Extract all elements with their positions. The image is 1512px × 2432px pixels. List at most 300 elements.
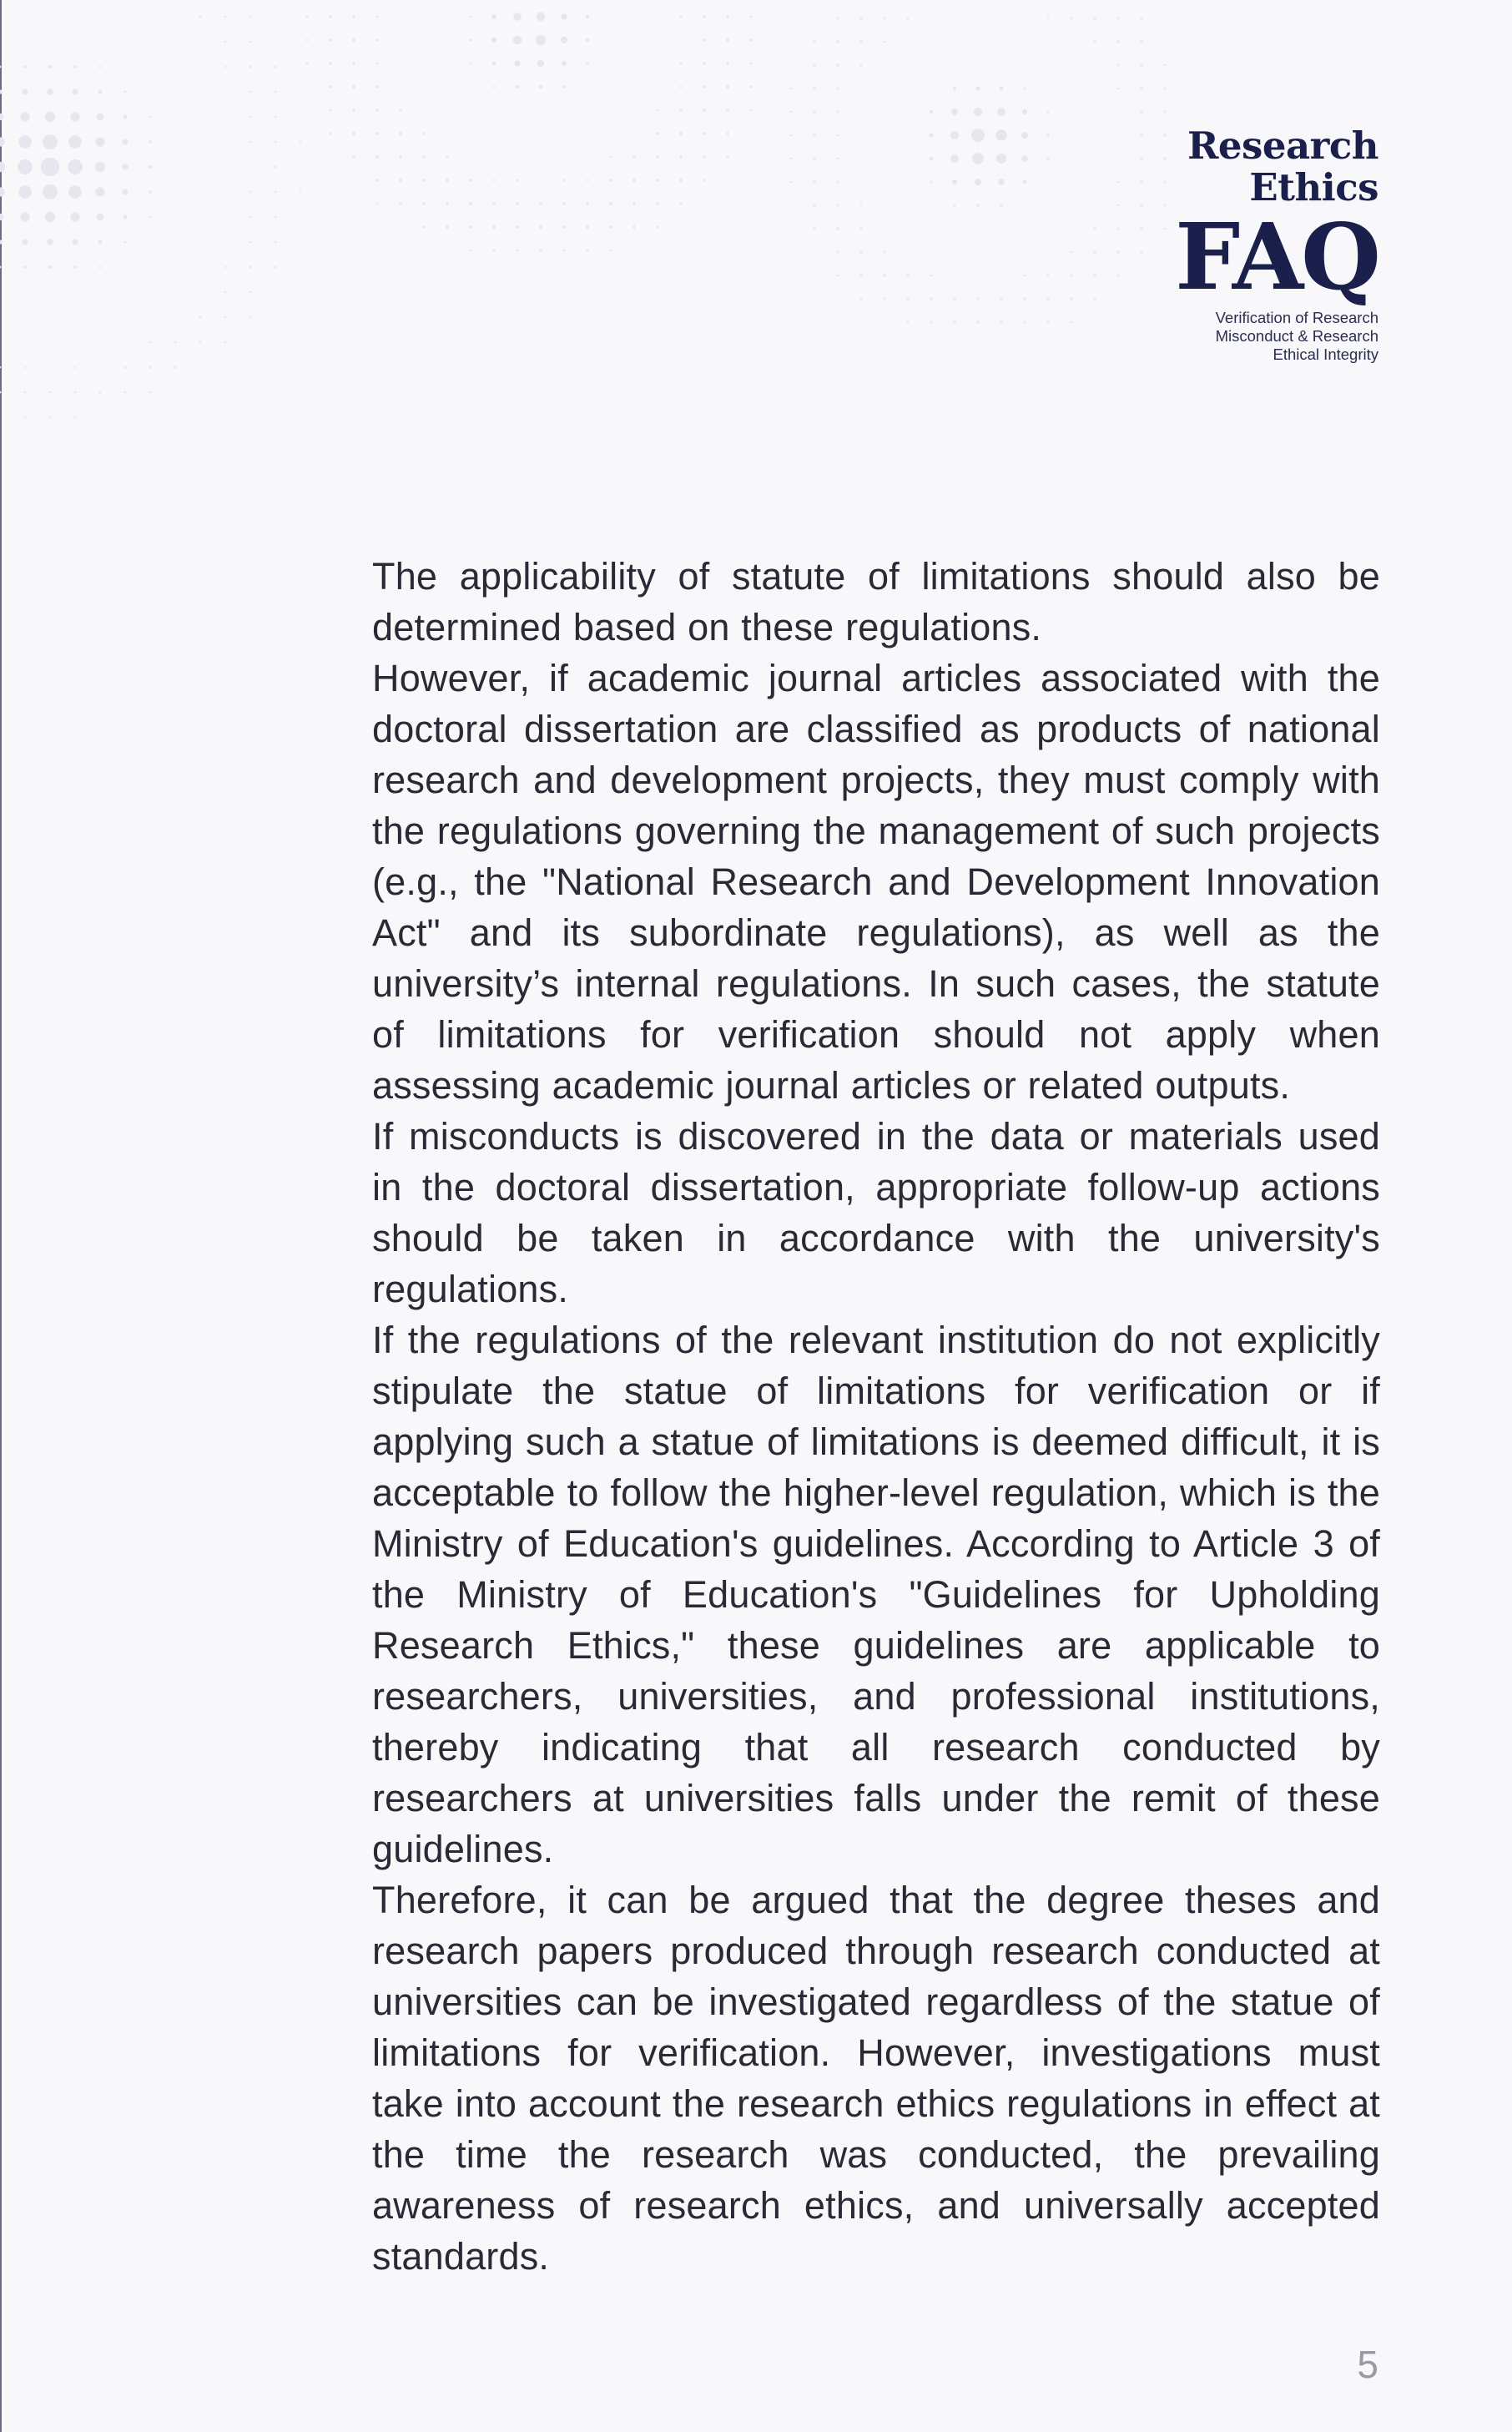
brand-logo [1045,125,1378,364]
decorative-dot [98,89,102,93]
decorative-dot [837,111,839,114]
decorative-dot [513,13,521,20]
decorative-dot [45,212,55,222]
decorative-dot [749,15,752,18]
decorative-dot [837,275,839,277]
decorative-dot [422,179,426,182]
decorative-dot [562,61,567,66]
decorative-dot [275,191,277,194]
decorative-dot [929,133,933,137]
decorative-dot [1141,18,1143,20]
decorative-dot [376,16,379,18]
decorative-dot [726,15,729,18]
decorative-dot [306,63,309,65]
decorative-dot [149,140,152,144]
decorative-dot [491,14,496,19]
decorative-dot [930,297,932,300]
decorative-dot [224,41,227,43]
decorative-dot [513,36,522,44]
decorative-dot [953,320,955,323]
decorative-dot [99,391,102,394]
decorative-dot [837,134,839,137]
decorative-dot [539,249,542,251]
decorative-dot [0,240,3,244]
decorative-dot [492,202,496,205]
decorative-dot [400,109,402,112]
decorative-dot [609,179,612,181]
decorative-dot [375,62,378,64]
decorative-dot [1021,155,1027,161]
decorative-dot [423,226,426,229]
decorative-dot [329,38,332,42]
decorative-dot [24,391,27,394]
decorative-dot [95,187,104,196]
decorative-dot [972,153,984,164]
decorative-dot [249,116,252,119]
decorative-dot [974,108,982,116]
decorative-dot [930,180,932,183]
decorative-dot [680,203,683,205]
decorative-dot [884,251,886,254]
decorative-dot [609,225,612,229]
decorative-dot [587,250,589,252]
decorative-dot [703,85,706,88]
decorative-dot [375,108,379,112]
decorative-dot [537,13,545,21]
decorative-dot [679,132,683,135]
decorative-dot [536,35,546,45]
decorative-dot [633,179,636,182]
decorative-dot [300,166,301,168]
decorative-dot [883,274,885,276]
decorative-dot [1000,297,1002,300]
decorative-dot [1117,88,1120,90]
decorative-dot [99,66,102,68]
decorative-dot [539,85,542,88]
paragraph-1: The applicability of statute of limitations should also be determined based on these regulations. [372,555,1380,648]
decorative-dot [907,321,910,324]
decorative-dot [514,60,520,66]
decorative-dot [680,39,683,42]
decorative-dot [727,156,729,159]
decorative-dot [124,366,127,369]
decorative-dot [275,66,277,68]
decorative-dot [97,214,103,220]
decorative-dot [149,366,152,369]
decorative-dot [199,366,201,368]
decorative-dot [275,166,277,169]
decorative-dot [73,89,78,95]
decorative-dot [352,85,355,88]
paragraph-4: If the regulations of the relevant institution do not explicitly stipulate the statue of limitations for verification or if applying such a statue of limitations is deemed difficult, it is acceptable to follow the higher-level regulation, which is the Ministry of Education's guidelines. According to Article 3 of the Ministry of Education's "Guidelines for Upholding Research Ethics," these guidelines are applicable to researchers, universities, and professional institutions, thereby indicating that all research conducted by researchers at universities falls under the remit of these guidelines. [372,1319,1380,1870]
decorative-dot [703,38,706,42]
decorative-dot [906,274,909,276]
decorative-dot [561,37,567,43]
decorative-dot [680,86,683,88]
decorative-dot [954,204,956,207]
decorative-dot [375,155,379,159]
decorative-dot [703,155,705,158]
decorative-dot [790,181,793,184]
decorative-dot [422,155,425,158]
decorative-dot [199,316,202,319]
decorative-dot [586,202,589,205]
decorative-dot [975,86,980,90]
decorative-dot [703,132,706,135]
decorative-dot [275,266,277,269]
decorative-dot [539,225,542,229]
decorative-dot [0,187,5,196]
decorative-dot [1140,87,1142,89]
brand-line-research: Research [1187,124,1378,168]
decorative-dot [790,111,793,114]
decorative-dot [749,62,752,64]
decorative-dot [726,38,729,42]
decorative-dot [399,202,401,204]
decorative-dot [469,225,472,229]
decorative-dot [249,266,252,269]
page-number: 5 [1357,2343,1378,2386]
decorative-dot [517,179,519,182]
decorative-dot [329,62,332,65]
decorative-dot [70,212,79,221]
decorative-dot [633,202,636,205]
decorative-dot [790,158,793,160]
decorative-dot [679,155,683,159]
decorative-dot [813,110,815,113]
decorative-dot [561,13,567,19]
decorative-dot [1093,17,1096,19]
decorative-dot [586,225,589,229]
decorative-dot [0,66,1,68]
brand-subtitle: Verification of Research Misconduct & Research Ethical Integrity [1215,309,1378,363]
decorative-dot [376,39,379,42]
decorative-dot [837,158,839,160]
brand-faq-title: FAQ [1175,203,1378,310]
decorative-dot [249,216,252,219]
decorative-dot [680,63,683,65]
decorative-dot [1163,87,1166,89]
decorative-dot [49,416,51,418]
decorative-dot [68,185,82,199]
decorative-dot [859,17,862,19]
decorative-dot [375,132,379,135]
decorative-dot [493,86,496,88]
decorative-dot [679,108,682,111]
decorative-dot [446,202,449,205]
decorative-dot [300,191,301,193]
decorative-dot [24,366,26,368]
decorative-dot [836,40,839,43]
decorative-dot [750,86,753,88]
decorative-dot [859,250,862,253]
decorative-dot [0,214,3,220]
decorative-dot [95,137,104,146]
decorative-dot [537,60,544,67]
decorative-dot [249,16,251,18]
decorative-dot [1116,63,1119,66]
decorative-dot [74,416,76,418]
decorative-dot [860,204,862,206]
decorative-dot [24,416,26,418]
decorative-dot [836,63,839,66]
decorative-dot [149,216,152,219]
decorative-dot [976,320,979,323]
decorative-dot [656,155,659,159]
decorative-dot [74,391,77,394]
decorative-dot [703,179,706,182]
decorative-dot [0,266,1,269]
decorative-dot [469,202,472,205]
decorative-dot [306,16,309,18]
decorative-dot [1022,109,1027,114]
decorative-dot [18,135,32,149]
decorative-dot [97,114,103,120]
decorative-dot [971,129,985,142]
decorative-dot [679,179,683,182]
decorative-dot [562,85,565,88]
decorative-dot [1023,297,1026,300]
decorative-dot [49,391,52,394]
decorative-dot [123,189,129,195]
decorative-dot [74,366,76,368]
decorative-dot [43,184,58,199]
decorative-dot [586,38,589,42]
decorative-dot [300,141,301,143]
decorative-dot [329,108,331,111]
decorative-dot [199,341,202,344]
decorative-dot [306,39,309,42]
decorative-dot [814,228,816,230]
decorative-dot [224,341,227,344]
decorative-dot [41,158,59,176]
decorative-dot [1140,110,1142,113]
brand-line-ethics: Ethics [1249,165,1378,209]
decorative-dot [726,132,728,134]
decorative-dot [0,366,1,369]
decorative-dot [790,88,792,89]
decorative-dot [423,133,426,135]
decorative-dot [930,110,933,114]
decorative-dot [23,89,28,95]
decorative-dot [859,274,862,276]
decorative-dot [837,181,839,184]
decorative-dot [0,89,3,93]
decorative-dot [492,225,496,229]
decorative-dot [375,85,378,88]
decorative-dot [997,108,1005,115]
decorative-dot [47,239,53,245]
decorative-dot [123,214,127,219]
decorative-dot [995,129,1007,141]
decorative-dot [996,154,1006,164]
decorative-dot [470,39,472,42]
decorative-dot [20,112,29,121]
decorative-dot [149,165,152,169]
decorative-dot [657,226,659,229]
decorative-dot [1023,87,1026,89]
decorative-dot [539,202,542,205]
decorative-dot [726,62,729,65]
decorative-dot [703,62,706,65]
decorative-dot [0,391,1,394]
decorative-dot [446,225,448,228]
decorative-dot [976,297,979,300]
decorative-dot [422,202,426,205]
decorative-dot [68,135,82,149]
decorative-dot [123,240,126,243]
decorative-dot [953,87,956,90]
decorative-dot [446,179,449,182]
decorative-dot [813,134,815,136]
decorative-dot [0,137,5,146]
decorative-dot [837,18,839,20]
decorative-dot [790,134,793,137]
decorative-dot [352,38,355,42]
decorative-dot [813,180,815,183]
decorative-dot [836,227,839,230]
decorative-dot [950,154,958,162]
decorative-dot [610,156,612,159]
decorative-dot [375,179,378,181]
decorative-dot [884,41,886,43]
decorative-dot [1116,17,1119,19]
decorative-dot [149,190,152,194]
decorative-dot [609,202,612,205]
decorative-dot [633,155,635,158]
decorative-dot [1164,64,1167,67]
decorative-dot [813,157,815,159]
decorative-dot [860,64,863,67]
decorative-dot [18,185,32,199]
decorative-dot [329,85,331,88]
decorative-dot [0,114,3,120]
body-text [372,551,1380,2282]
decorative-dot [860,298,863,300]
decorative-dot [329,15,332,18]
decorative-dot [951,108,958,115]
decorative-dot [23,65,27,68]
decorative-dot [149,116,152,119]
decorative-dot [703,15,706,18]
decorative-dot [562,225,566,229]
paragraph-2: However, if academic journal articles associated with the doctoral dissertation are classified as products of national research and development projects, they must comply with the regulations governing the management of such projects (e.g., the "National Research and Development Innovation Act" and its subordinate regulations), as well as the university’s internal regulations. In such cases, the statute of limitations for verification should not apply when assessing academic journal articles or related outputs. [372,657,1380,1107]
decorative-dot [18,159,33,174]
decorative-dot [586,15,589,18]
decorative-dot [726,108,729,112]
decorative-dot [48,265,52,269]
decorative-dot [330,133,332,135]
decorative-dot [953,297,955,300]
decorative-dot [656,132,658,134]
decorative-dot [1047,111,1050,114]
decorative-dot [95,162,105,172]
decorative-dot [48,65,52,68]
decorative-dot [516,85,519,88]
decorative-dot [726,85,729,88]
decorative-dot [123,90,126,93]
decorative-dot [883,297,885,300]
decorative-dot [930,275,933,277]
decorative-dot [836,250,839,253]
paragraph-5: Therefore, it can be argued that the degree theses and research papers produced through research conducted at universities can be investigated regardless of the statue of limitations for verification. However, investigations must take into account the research ethics regulations in effect at the time the research was conducted, the prevailing awareness of research ethics, and universally accepted standards. [372,1879,1380,2278]
decorative-dot [399,179,402,182]
decorative-dot [1094,41,1096,43]
decorative-dot [47,88,53,95]
decorative-dot [836,204,839,206]
decorative-dot [492,62,496,66]
decorative-dot [1000,204,1002,206]
decorative-dot [1000,87,1004,91]
paragraph-3: If misconducts is discovered in the data or materials used in the doctoral dissertation, appropriate follow-up actions should be taken in accordance with the university's regulations. [372,1115,1380,1310]
decorative-dot [122,164,129,170]
decorative-dot [174,341,177,344]
decorative-dot [703,108,706,112]
decorative-dot [224,16,227,18]
decorative-dot [516,202,519,205]
decorative-dot [586,62,588,64]
decorative-dot [976,204,980,207]
decorative-dot [859,40,862,43]
decorative-dot [99,266,102,269]
decorative-dot [73,65,77,68]
decorative-dot [224,316,227,319]
decorative-dot [43,134,58,149]
decorative-dot [149,391,152,394]
decorative-dot [1021,132,1028,139]
decorative-dot [376,203,378,204]
decorative-dot [907,18,910,20]
decorative-dot [814,41,816,43]
decorative-dot [98,240,102,244]
decorative-dot [1163,110,1166,113]
decorative-dot [399,132,401,134]
decorative-dot [1116,40,1119,43]
decorative-dot [199,16,202,18]
decorative-dot [563,179,566,182]
decorative-dot [470,63,471,64]
decorative-dot [123,139,129,145]
decorative-dot [1000,320,1002,323]
decorative-dot [224,266,226,268]
decorative-dot [952,179,957,184]
decorative-dot [1023,320,1026,323]
decorative-dot [224,291,227,294]
decorative-dot [73,240,78,245]
decorative-dot [352,15,355,18]
decorative-dot [749,38,752,41]
decorative-dot [249,241,252,244]
decorative-dot [883,17,885,19]
decorative-dot [249,91,252,93]
decorative-dot [1071,18,1073,20]
decorative-dot [1024,275,1026,277]
decorative-dot [249,316,251,318]
decorative-dot [469,179,471,181]
decorative-dot [950,131,959,139]
decorative-dot [20,212,29,221]
decorative-dot [516,249,518,251]
decorative-dot [352,132,355,135]
decorative-dot [0,162,5,172]
decorative-dot [470,16,472,18]
decorative-dot [750,109,753,112]
decorative-dot [224,66,226,68]
decorative-dot [860,228,863,230]
decorative-dot [275,141,277,144]
decorative-dot [446,156,449,159]
decorative-dot [23,265,27,269]
